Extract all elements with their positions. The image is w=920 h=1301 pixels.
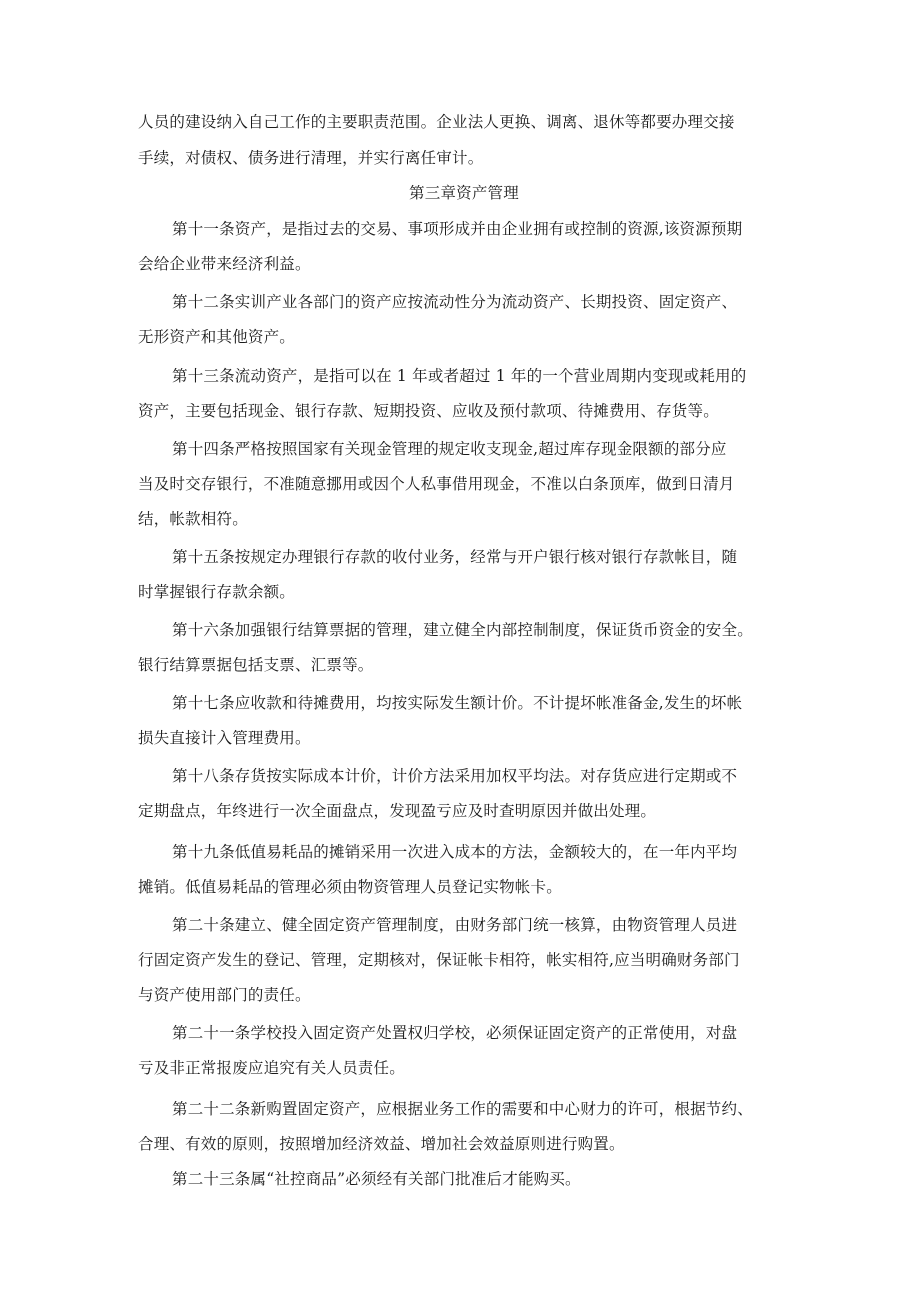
text-line: 当及时交存银行，不准随意挪用或因个人私事借用现金，不准以白条顶库，做到日清月 — [138, 475, 735, 493]
text-line: 第十一条资产，是指过去的交易、事项形成并由企业拥有或控制的资源,该资源预期 — [172, 220, 743, 238]
text-line: 第十九条低值易耗品的摊销采用一次进入成本的方法，金额较大的，在一年内平均 — [172, 843, 738, 861]
text-line: 摊销。低值易耗品的管理必须由物资管理人员登记实物帐卡。 — [138, 878, 562, 896]
text-line: 人员的建设纳入自己工作的主要职责范围。企业法人更换、调离、退休等都要办理交接 — [138, 113, 735, 131]
text-line: 第十六条加强银行结算票据的管理，建立健全内部控制制度，保证货币资金的安全。 — [172, 621, 753, 639]
text-line: 手续，对债权、债务进行清理，并实行离任审计。 — [138, 149, 484, 167]
text-line: 第二十一条学校投入固定资产处置权归学校，必须保证固定资产的正常使用，对盘 — [172, 1024, 738, 1042]
text-line: 亏及非正常报废应追究有关人员责任。 — [138, 1059, 405, 1077]
text-line: 第十三条流动资产，是指可以在 1 年或者超过 1 年的一个营业周期内变现或耗用的 — [172, 367, 747, 385]
text-line: 与资产使用部门的责任。 — [138, 986, 311, 1004]
text-line: 第十四条严格按照国家有关现金管理的规定收支现金,超过库存现金限额的部分应 — [172, 440, 727, 458]
text-line: 结，帐款相符。 — [138, 510, 248, 528]
text-line: 第二十条建立、健全固定资产管理制度，由财务部门统一核算，由物资管理人员进 — [172, 916, 738, 934]
text-line: 行固定资产发生的登记、管理，定期核对，保证帐卡相符，帐实相符,应当明确财务部门 — [138, 951, 740, 969]
text-line: 会给企业带来经济利益。 — [138, 255, 311, 273]
text-line: 第十五条按规定办理银行存款的收付业务，经常与开户银行核对银行存款帐目，随 — [172, 548, 738, 566]
chapter-heading: 第三章资产管理 — [409, 184, 519, 202]
text-line: 时掌握银行存款余额。 — [138, 583, 296, 601]
text-line: 第二十二条新购置固定资产，应根据业务工作的需要和中心财力的许可，根据节约、 — [172, 1100, 753, 1118]
text-line: 第十八条存货按实际成本计价，计价方法采用加权平均法。对存货应进行定期或不 — [172, 767, 738, 785]
text-line: 银行结算票据包括支票、汇票等。 — [138, 656, 374, 674]
text-line: 第二十三条属“社控商品”必须经有关部门批准后才能购买。 — [172, 1170, 581, 1188]
text-line: 合理、有效的原则，按照增加经济效益、增加社会效益原则进行购置。 — [138, 1135, 625, 1153]
text-line: 第十七条应收款和待摊费用，均按实际发生额计价。不计提坏帐准备金,发生的坏帐 — [172, 694, 743, 712]
text-line: 第十二条实训产业各部门的资产应按流动性分为流动资产、长期投资、固定资产、 — [172, 293, 738, 311]
text-line: 资产，主要包括现金、银行存款、短期投资、应收及预付款项、待摊费用、存货等。 — [138, 402, 719, 420]
text-line: 无形资产和其他资产。 — [138, 328, 296, 346]
text-line: 损失直接计入管理费用。 — [138, 729, 311, 747]
text-line: 定期盘点，年终进行一次全面盘点，发现盈亏应及时查明原因并做出处理。 — [138, 802, 657, 820]
